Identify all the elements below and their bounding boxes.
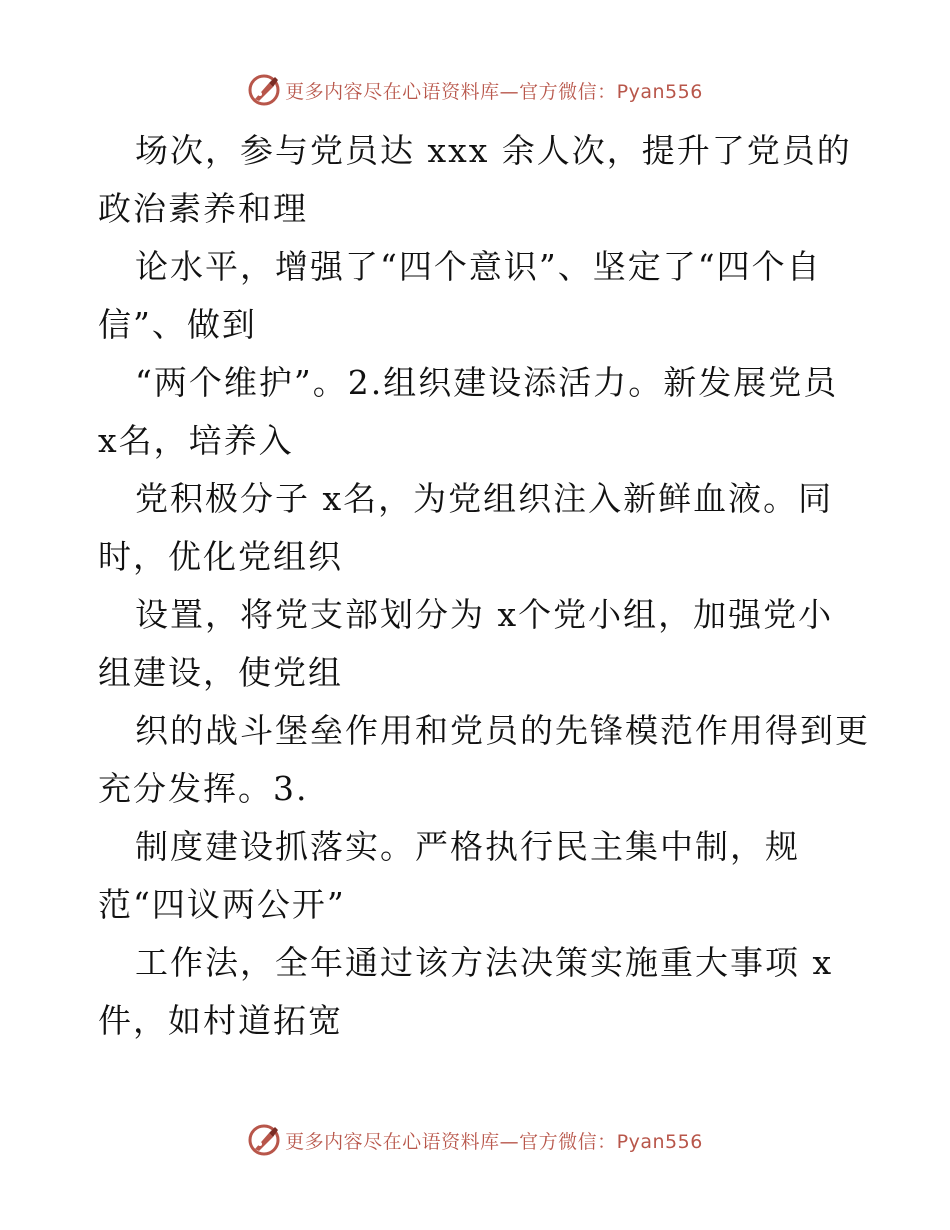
- text-line: 政治素养和理: [98, 189, 308, 228]
- text-line: 充分发挥。3.: [98, 769, 309, 808]
- text-line: 设置，将党支部划分为 x个党小组，加强党小: [135, 595, 834, 634]
- text-line: 时，优化党组织: [98, 537, 343, 576]
- text-line: 组建设，使党组: [98, 653, 343, 692]
- text-line: 件，如村道拓宽: [98, 1001, 343, 1040]
- banner-text: 更多内容尽在心语资料库—官方微信：Pyan556: [285, 80, 703, 103]
- text-line: 织的战斗堡垒作用和党员的先锋模范作用得到更: [135, 711, 870, 750]
- footer-banner: [0, 1120, 950, 1160]
- text-line: 范“四议两公开”: [98, 885, 346, 924]
- text-line: 制度建设抓落实。严格执行民主集中制，规: [135, 827, 800, 866]
- pen-logo-icon: [247, 1123, 281, 1157]
- text-line: 信”、做到: [98, 305, 257, 344]
- pen-logo-icon: [247, 73, 281, 107]
- text-line: 场次，参与党员达 xxx 余人次，提升了党员的: [135, 131, 852, 170]
- header-banner: [0, 70, 950, 110]
- text-line: 论水平，增强了“四个意识”、坚定了“四个自: [135, 247, 822, 286]
- text-line: 党积极分子 x名，为党组织注入新鲜血液。同: [135, 479, 834, 518]
- banner-text: 更多内容尽在心语资料库—官方微信：Pyan556: [285, 1130, 703, 1153]
- text-line: x名，培养入: [98, 421, 294, 460]
- text-line: 工作法，全年通过该方法决策实施重大事项 x: [135, 943, 834, 982]
- text-line: “两个维护”。2.组织建设添活力。新发展党员: [135, 363, 839, 402]
